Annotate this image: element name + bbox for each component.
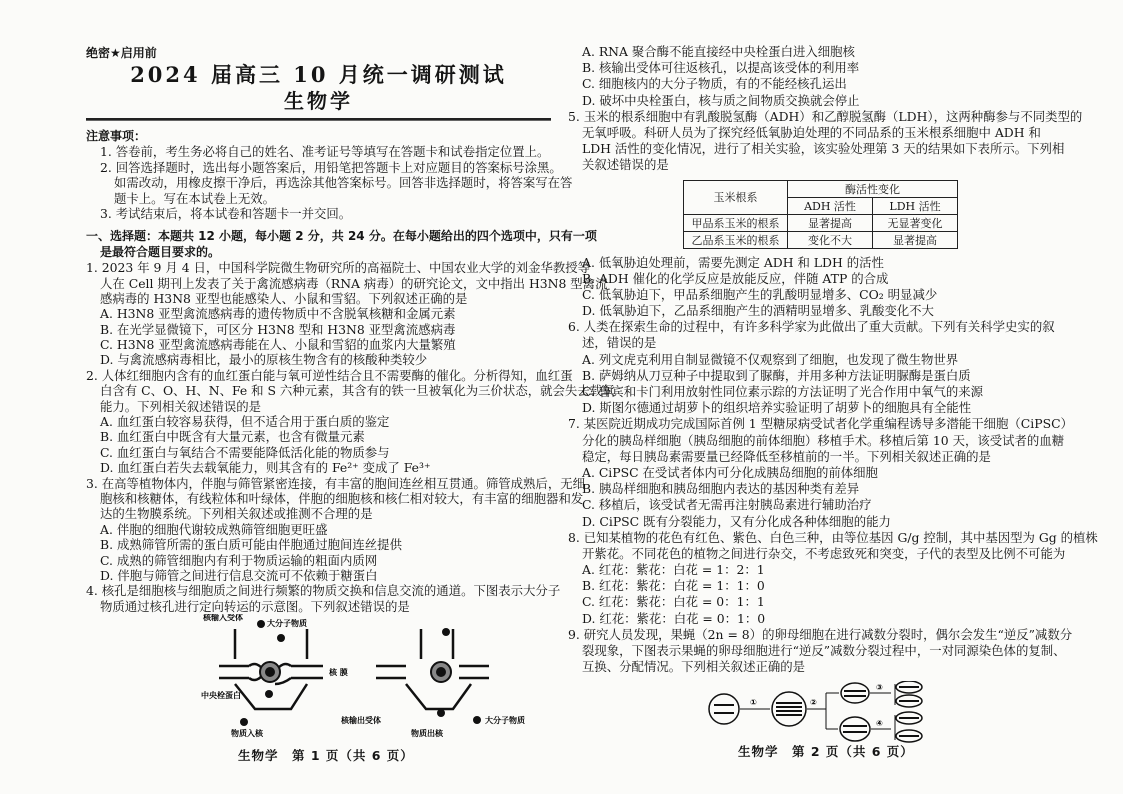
question-stem-line: 2. 人体红细胞内含有的血红蛋白能与氧可逆性结合且不需要酶的催化。分析得知，血红蛋 [86,367,573,383]
answer-option: A. 红花：紫花：白花 = 1：2：1 [582,562,765,578]
answer-option: D. 红花：紫花：白花 = 0：1：0 [582,610,766,626]
left-questions [86,260,615,614]
answer-option: A. RNA 聚合酶不能直接经中央栓蛋白进入细胞核 [582,44,855,59]
answer-option: C. 成熟的筛管细胞内有利于物质运输的粗面内质网 [100,552,378,568]
exam-subject: 生物学 [284,89,353,113]
question-stem-line: 6. 人类在探索生命的过程中，有许多科学家为此做出了重大贡献。下列有关科学史实的叙 [568,319,1055,335]
answer-option: C. H3N8 亚型禽流感病毒能在人、小鼠和雪貂的血浆内大量繁殖 [100,337,456,353]
answer-option: B. 胰岛样细胞和胰岛细胞内表达的基因种类有差异 [582,481,860,497]
label-export-receptor: 核输出受体 [341,716,381,726]
section-heading-line: 是最符合题目要求的。 [100,244,221,259]
question-stem-line: 8. 已知某植物的花色有红色、紫色、白色三种，由等位基因 G/g 控制，其中基因型为 Gg 的植株 [568,529,1098,545]
q4-nuclear-pore-diagram [201,614,531,739]
cell-initial [709,694,739,724]
question-stem-line: 裂现象，下图表示果蝇的卵母细胞进行“逆反”减数分裂过程中，一对同源染色体的复制、 [582,643,1066,658]
question-stem-line: 物质通过核孔进行定向转运的示意图。下列叙述错误的是 [100,598,410,614]
q5-enzyme-table [683,180,958,249]
question-9 [568,626,1073,676]
table-cell: 无显著变化 [873,214,958,231]
question-stem-line: 人在 Cell 期刊上发表了关于禽流感病毒（RNA 病毒）的研究论文，文中指出 H3N8 型禽流 [100,275,608,291]
notice-item: 2. 回答选择题时，选出每小题答案后，用铅笔把答题卡上对应题目的答案标号涂黑。 [100,159,562,175]
table-header-root: 玉米根系 [684,180,788,214]
cell-lower [840,717,870,741]
answer-option: A. 低氧胁迫处理前，需要先测定 ADH 和 LDH 的活性 [582,254,884,270]
question-stem-line: 4. 核孔是细胞核与细胞质之间进行频繁的物质交换和信息交流的通道。下图表示大分子 [86,583,561,599]
label-export: 物质出核 [411,729,443,739]
answer-option: B. 在光学显微镜下，可区分 H3N8 型和 H3N8 亚型禽流感病毒 [100,321,456,337]
question-7 [568,416,1073,529]
table-row [684,214,958,231]
question-8 [568,529,1098,627]
answer-option: B. ADH 催化的化学反应是放能反应，伴随 ATP 的合成 [582,270,889,286]
table-header-group: 酶活性变化 [788,180,958,197]
question-3 [86,475,585,584]
answer-option: D. 斯图尔德通过胡萝卜的组织培养实验证明了胡萝卜的细胞具有全能性 [582,400,972,416]
answer-option: B. 核输出受体可往返核孔，以提高该受体的利用率 [582,60,860,76]
table-cell: 变化不大 [788,231,873,248]
question-stem-line: 达的生物膜系统。下列相关叙述或推测不合理的是 [100,506,373,522]
page-1 [86,44,615,739]
answer-option: D. CiPSC 既有分裂能力，又有分化成各种体细胞的能力 [582,513,891,529]
question-4-cont [568,44,1046,109]
answer-option: B. 红花：紫花：白花 = 1：1：0 [582,578,765,594]
answer-option: A. 伴胞的细胞代谢较成熟筛管细胞更旺盛 [100,521,328,537]
answer-option: B. 血红蛋白中既含有大量元素，也含有微量元素 [100,429,365,445]
answer-option: C. 细胞核内的大分子物质，有的不能经核孔运出 [582,76,847,92]
question-stem-line: 无氧呼吸。科研人员为了探究经低氧胁迫处理的不同品系的玉米根系细胞中 ADH 和 [582,124,1041,140]
answer-option: C. 鲁宾和卡门利用放射性同位素示踪的方法证明了光合作用中氧气的来源 [582,384,984,399]
answer-option: C. 移植后，该受试者无需再注射胰岛素进行辅助治疗 [582,497,872,513]
answer-option: D. 血红蛋白若失去载氧能力，则其含有的 Fe²⁺ 变成了 Fe³⁺ [100,460,431,476]
cell-upper [841,683,869,703]
notice-section [86,129,573,221]
question-stem-line: 稳定，每日胰岛素需要量已经降低至移植前的一半。下列相关叙述正确的是 [582,448,991,464]
question-6 [568,319,1055,416]
table-cell: 显著提高 [873,231,958,248]
answer-option: A. 血红蛋白较容易获得，但不适合用于蛋白质的鉴定 [100,414,390,430]
answer-option: B. 萨姆纳从刀豆种子中提取到了脲酶，并用多种方法证明脲酶是蛋白质 [582,367,971,383]
label-central-plug: 中央栓蛋白 [201,691,241,701]
notice-item: 题卡上。写在本试卷上无效。 [114,190,276,206]
question-stem-line: 开紫花。不同花色的植物之间进行杂交，不考虑致死和突变，子代的表型及比例不可能为 [582,545,1066,561]
question-stem-line: LDH 活性的变化情况，进行了相关实验，该实验处理第 3 天的结果如下表所示。下列相 [582,141,1065,157]
question-stem-line: 9. 研究人员发现，果蝇（2n = 8）的卵母细胞在进行减数分裂时，偶尔会发生“逆反”减数分 [568,626,1073,642]
question-stem-line: 胞核和核糖体，有线粒体和叶绿体，伴胞的细胞核和核仁相对较大，有丰富的细胞器和发 [100,490,584,506]
question-stem-line: 关叙述错误的是 [582,157,669,173]
question-1 [86,260,608,368]
question-stem-line: 互换、分配情况。下列相关叙述正确的是 [582,659,806,675]
answer-option: A. 列文虎克利用自制显微镜不仅观察到了细胞，也发现了微生物世界 [582,351,959,367]
answer-option: A. H3N8 亚型禽流感病毒的遗传物质中不含脱氧核糖和金属元素 [100,306,456,322]
label-import-receptor: 核输入受体 [203,614,243,623]
notice-heading: 注意事项： [86,129,147,143]
step-2: ② [810,698,817,708]
step-4: ④ [876,719,883,729]
step-3: ③ [876,683,883,693]
table-cell: 甲品系玉米的根系 [684,214,788,231]
confidential-label: 绝密★启用前 [86,46,157,60]
question-stem-line: 7. 某医院近期成功完成国际首例 1 型糖尿病受试者化学重编程诱导多潜能干细胞（CiPSC） [568,416,1073,432]
question-stem-line: 3. 在高等植物体内，伴胞与筛管紧密连接，有丰富的胞间连丝相互贯通。筛管成熟后，无细 [86,475,585,491]
answer-option: D. 低氧胁迫下，乙品系细胞产生的酒精明显增多、乳酸变化不大 [582,303,934,319]
answer-option: D. 与禽流感病毒相比，最小的原核生物含有的核酸种类较少 [100,352,428,368]
question-stem-line: 分化的胰岛样细胞（胰岛细胞的前体细胞）移植手术。移植后第 10 天，该受试者的血糖 [582,432,1065,448]
question-stem-line: 1. 2023 年 9 月 4 日，中国科学院微生物研究所的高福院士、中国农业大学的刘金华教授等 [86,260,591,276]
question-2 [86,367,615,476]
question-stem-line: 白含有 C、O、H、N、Fe 和 S 六种元素，其含有的铁一旦被氧化为三价状态，就会失去载氧 [100,383,615,399]
notice-item: 如需改动，用橡皮擦干净后，再选涂其他答案标号。回答非选择题时，将答案写在答 [114,175,573,191]
answer-option: D. 伴胞与筛管之间进行信息交流可不依赖于糖蛋白 [100,567,378,583]
table-header-ldh: LDH 活性 [873,197,958,214]
table-cell: 乙品系玉米的根系 [684,231,788,248]
answer-option: D. 破坏中央栓蛋白，核与质之间物质交换就会停止 [582,92,860,108]
label-nuclear-membrane: 核 膜 [329,668,348,678]
question-stem-line: 5. 玉米的根系细胞中有乳酸脱氢酶（ADH）和乙醇脱氢酶（LDH），这两种酶参与不同类型的 [568,108,1083,124]
notice-item: 1. 答卷前，考生务必将自己的姓名、准考证号等填写在答题卡和试卷指定位置上。 [100,144,550,160]
label-macromolecule-in: 大分子物质 [267,619,307,629]
answer-option: C. 红花：紫花：白花 = 0：1：1 [582,594,765,610]
section-heading [86,229,597,260]
table-header-adh: ADH 活性 [788,197,873,214]
question-stem-line: 述，错误的是 [582,335,657,351]
label-import: 物质入核 [231,729,263,739]
question-5 [568,108,1083,320]
page-1-footer: 生物学 第 1 页（共 6 页） [238,748,414,763]
exam-title: 2024 届高三 10 月统一调研测试 [130,62,507,87]
question-stem-line: 感病毒的 H3N8 亚型也能感染人、小鼠和雪貂。下列叙述正确的是 [100,290,468,306]
label-macromolecule-out: 大分子物质 [485,716,525,726]
answer-option: C. 血红蛋白与氧结合不需要能降低活化能的物质参与 [100,444,390,460]
question-stem-line: 能力。下列相关叙述错误的是 [100,398,262,414]
answer-option: B. 成熟筛管所需的蛋白质可能由伴胞通过胞间连丝提供 [100,537,402,553]
step-1: ① [750,698,757,708]
cell-replicated [772,692,806,726]
q9-meiosis-diagram [706,681,936,743]
right-questions [568,44,1098,746]
table-row [684,231,958,248]
section-heading-line: 一、选择题：本题共 12 小题，每小题 2 分，共 24 分。在每小题给出的四个选项中，只有一项 [86,229,597,244]
page-2 [568,44,1098,746]
notice-item: 3. 考试结束后，将本试卷和答题卡一并交回。 [100,205,352,221]
answer-option: C. 低氧胁迫下，甲品系细胞产生的乳酸明显增多、CO₂ 明显减少 [582,286,938,302]
table-cell: 显著提高 [788,214,873,231]
answer-option: A. CiPSC 在受试者体内可分化成胰岛细胞的前体细胞 [582,464,878,480]
question-4 [86,583,561,614]
page-2-footer: 生物学 第 2 页（共 6 页） [738,744,914,759]
title-divider [86,118,551,121]
